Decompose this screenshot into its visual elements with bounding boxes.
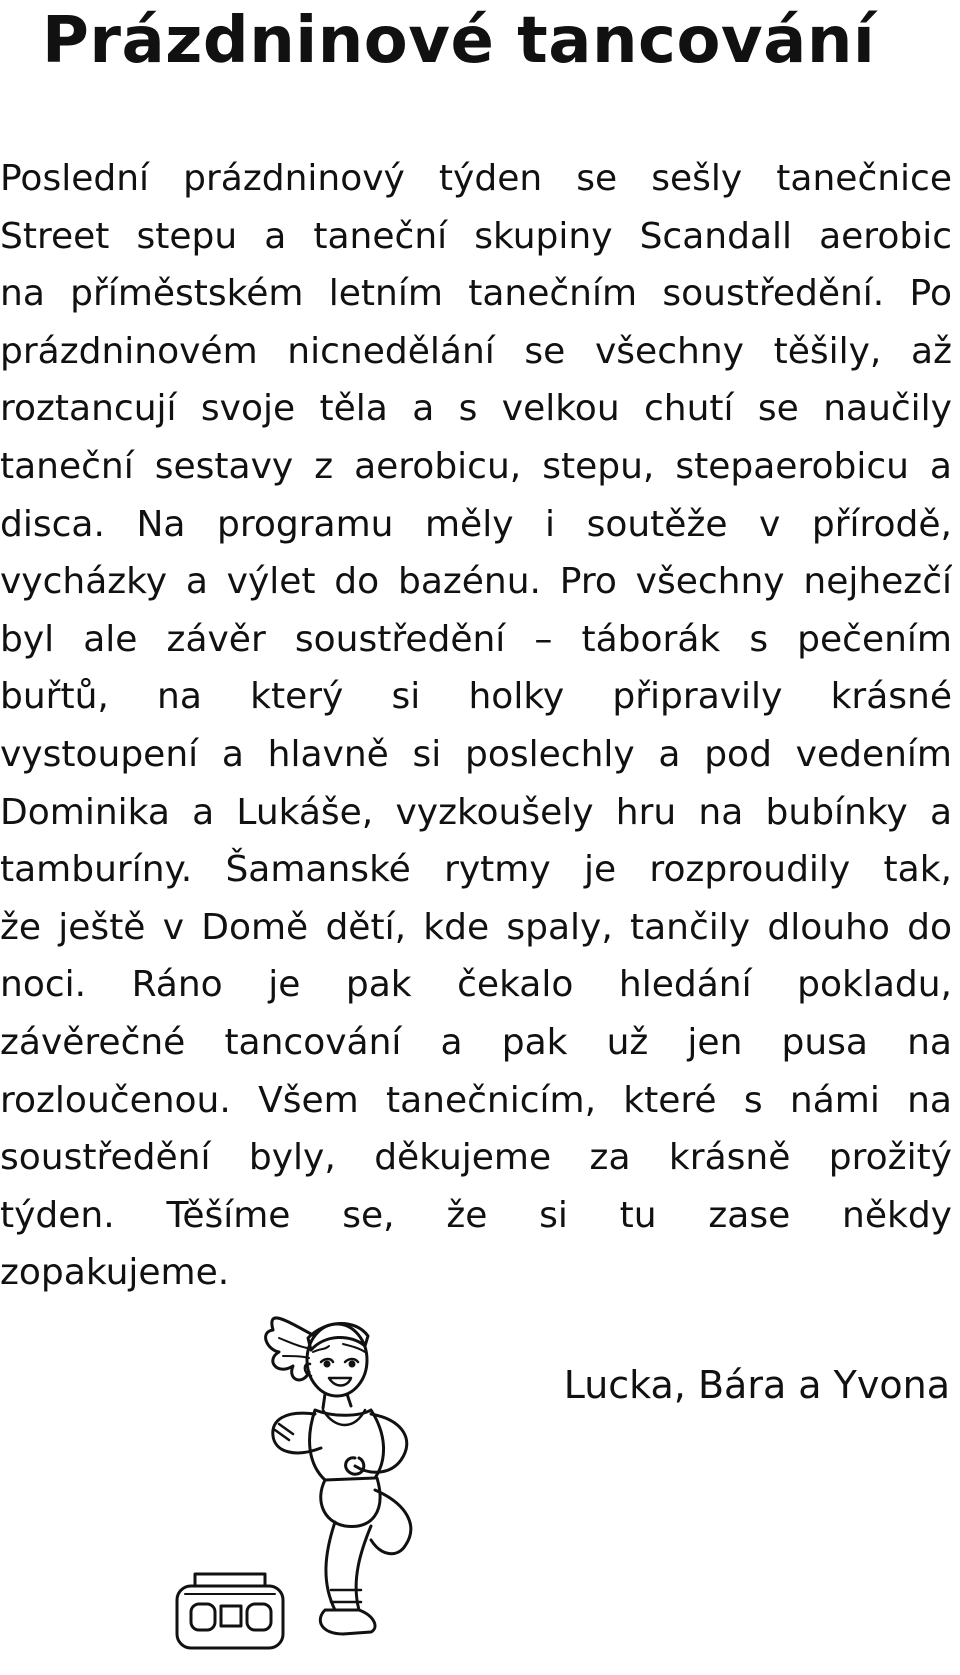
body-line-last: zopakujeme. — [0, 1252, 230, 1294]
body-line: soustředění byly, děkujeme za krásně prožitý — [0, 1137, 952, 1179]
body-line: rozloučenou. Všem tanečnicím, které s námi na — [0, 1079, 952, 1121]
body-line: týden. Těšíme se, že si tu zase někdy — [0, 1194, 952, 1236]
signature: Lucka, Bára a Yvona — [563, 1363, 950, 1407]
body-line: vycházky a výlet do bazénu. Pro všechny nejhezčí — [0, 561, 952, 603]
raised-leg-shape — [326, 1522, 371, 1610]
dancing-girl-with-radio-illustration — [175, 1290, 495, 1675]
raised-leg-knee — [371, 1490, 411, 1554]
left-wristband — [275, 1424, 293, 1440]
body-line: vystoupení a hlavně si poslechly a pod vedením — [0, 733, 952, 775]
shoe-shape — [320, 1610, 375, 1634]
pupil-left — [325, 1362, 329, 1366]
body-line: prázdninovém nicnedělání se všechny těšily, až — [0, 330, 952, 372]
mouth-shape — [329, 1378, 351, 1386]
radio-cassette — [221, 1606, 241, 1626]
body-line: roztancují svoje těla a s velkou chutí se naučily — [0, 388, 952, 430]
tank-top-neckline — [323, 1410, 365, 1425]
body-line: buřtů, na který si holky připravily krásné — [0, 676, 952, 718]
radio-body — [177, 1586, 283, 1648]
body-line: na příměstském letním tanečním soustředění. Po — [0, 273, 952, 315]
radio-speaker-right — [247, 1604, 271, 1630]
body-line: Poslední prázdninový týden se sešly tanečnice — [0, 158, 952, 199]
pupil-right — [350, 1362, 354, 1366]
hair-fringe — [313, 1344, 365, 1352]
hips-shape — [321, 1478, 380, 1527]
body-line: Dominika a Lukáše, vyzkoušely hru na bubínky a — [0, 791, 952, 833]
body-line: disca. Na programu měly i soutěže v přírodě, — [0, 503, 952, 545]
ponytail-strands — [279, 1338, 309, 1358]
body-line: tamburíny. Šamanské rytmy je rozproudily tak, — [0, 849, 952, 891]
body-line: závěrečné tancování a pak už jen pusa na — [0, 1021, 952, 1063]
body-line: noci. Ráno je pak čekalo hledání pokladu, — [0, 964, 952, 1006]
body-line: že ještě v Domě dětí, kde spaly, tančily dlouho do — [0, 906, 952, 948]
body-line: Street stepu a taneční skupiny Scandall aerobic — [0, 215, 952, 257]
page-title: Prázdninové tancování — [42, 4, 876, 78]
body-line: taneční sestavy z aerobicu, stepu, stepaerobicu a — [0, 445, 952, 487]
article-body — [0, 150, 952, 1302]
radio-handle — [195, 1574, 265, 1586]
radio-speaker-left — [191, 1604, 215, 1630]
body-line: byl ale závěr soustředění – táborák s pečením — [0, 618, 952, 660]
